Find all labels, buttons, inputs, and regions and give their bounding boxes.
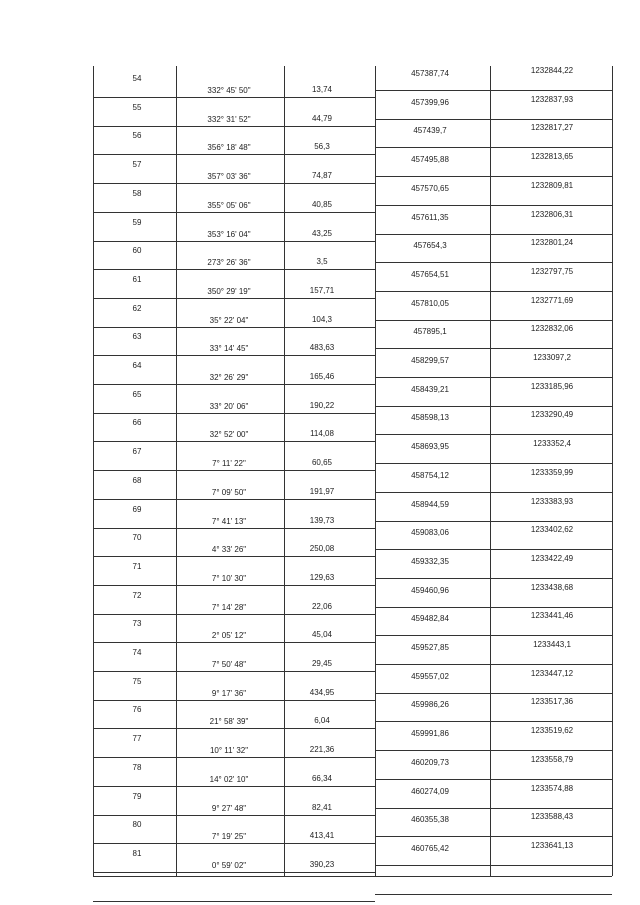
point-number: 78: [132, 762, 142, 772]
row-divider: [93, 585, 375, 586]
y-coordinate: 1233641,13: [530, 840, 574, 850]
row-divider: [93, 413, 375, 414]
column-border: [490, 66, 491, 876]
y-coordinate: 1233519,62: [530, 726, 574, 736]
bearing-value: 7° 19' 25": [211, 832, 247, 842]
y-coordinate: 1232844,22: [530, 66, 574, 75]
distance-value: 139,73: [309, 515, 335, 525]
bearing-value: 357° 03' 36": [207, 172, 251, 182]
y-coordinate: 1233574,88: [530, 783, 574, 793]
bearing-value: 35° 22' 04": [209, 315, 249, 325]
point-number: 63: [132, 332, 142, 342]
point-number: 69: [132, 504, 142, 514]
row-divider: [93, 671, 375, 672]
distance-value: 45,04: [311, 630, 333, 640]
distance-value: 44,79: [311, 113, 333, 123]
point-number: 61: [132, 274, 142, 284]
y-coordinate: 1233443,1: [533, 640, 571, 649]
distance-value: 413,41: [309, 831, 335, 841]
distance-value: 66,34: [311, 773, 333, 783]
row-divider: [93, 728, 375, 729]
point-number: 80: [132, 820, 142, 830]
distance-value: 390,23: [309, 859, 335, 869]
point-number: 66: [132, 418, 142, 428]
x-coordinate: 457439,7: [413, 126, 447, 136]
distance-value: 60,65: [311, 458, 333, 468]
row-divider: [93, 499, 375, 500]
point-number: 62: [132, 303, 142, 313]
x-coordinate: 459557,02: [411, 671, 449, 681]
bearing-value: 332° 45' 50": [207, 86, 251, 95]
row-divider: [375, 721, 612, 722]
point-number: 65: [132, 389, 142, 399]
y-coordinate: 1232797,75: [530, 266, 574, 276]
x-coordinate: 457387,74: [411, 69, 449, 78]
row-divider: [375, 463, 612, 464]
point-number: 72: [132, 590, 142, 600]
row-divider: [93, 154, 375, 155]
point-number: 64: [132, 361, 142, 370]
distance-value: 6,04: [314, 716, 330, 726]
row-divider: [375, 549, 612, 550]
point-number: 57: [132, 160, 142, 170]
point-number: 55: [132, 102, 142, 112]
y-coordinate: 1232817,27: [530, 123, 574, 133]
x-coordinate: 460274,09: [411, 786, 449, 796]
row-divider: [375, 434, 612, 435]
distance-value: 434,95: [309, 687, 335, 697]
y-coordinate: 1233185,96: [530, 381, 574, 391]
x-coordinate: 457570,65: [411, 183, 449, 193]
row-divider: [375, 119, 612, 120]
table-bottom-border: [93, 876, 612, 877]
x-coordinate: 459991,86: [411, 729, 449, 739]
y-coordinate: 1233441,46: [530, 611, 574, 621]
row-divider: [93, 528, 375, 529]
row-divider: [93, 97, 375, 98]
point-number: 76: [132, 705, 142, 715]
row-divider: [93, 126, 375, 127]
row-divider: [375, 635, 612, 636]
point-number: 77: [132, 734, 142, 744]
row-divider: [375, 808, 612, 809]
row-divider: [375, 894, 612, 895]
y-coordinate: 1233402,62: [530, 525, 574, 535]
bearing-value: 353° 16' 04": [207, 229, 251, 239]
distance-value: 157,71: [309, 285, 335, 295]
point-number: 58: [132, 188, 142, 198]
bearing-value: 9° 27' 48": [211, 803, 247, 813]
y-coordinate: 1233383,93: [530, 496, 574, 506]
x-coordinate: 459460,96: [411, 585, 449, 595]
bearing-value: 32° 26' 29": [209, 373, 249, 382]
row-divider: [375, 865, 612, 866]
point-number: 74: [132, 648, 142, 657]
y-coordinate: 1232809,81: [530, 180, 574, 190]
y-coordinate: 1233097,2: [533, 353, 571, 362]
row-divider: [93, 815, 375, 816]
row-divider: [375, 693, 612, 694]
row-divider: [93, 441, 375, 442]
row-divider: [93, 298, 375, 299]
point-number: 73: [132, 619, 142, 629]
distance-value: 129,63: [309, 572, 335, 582]
x-coordinate: 460209,73: [411, 757, 449, 767]
x-coordinate: 459482,84: [411, 614, 449, 624]
x-coordinate: 458598,13: [411, 413, 449, 423]
row-divider: [375, 348, 612, 349]
bearing-value: 33° 20' 06": [209, 401, 249, 411]
bearing-value: 21° 58' 39": [209, 717, 249, 727]
row-divider: [93, 614, 375, 615]
y-coordinate: 1232806,31: [530, 209, 574, 219]
row-divider: [375, 521, 612, 522]
row-divider: [93, 241, 375, 242]
distance-value: 82,41: [311, 802, 333, 812]
row-divider: [93, 757, 375, 758]
distance-value: 250,08: [309, 544, 335, 554]
bearing-value: 2° 05' 12": [211, 631, 247, 641]
bearing-value: 9° 17' 36": [211, 688, 247, 698]
distance-value: 3,5: [316, 257, 328, 267]
bearing-value: 7° 09' 50": [211, 487, 247, 497]
x-coordinate: 457654,3: [413, 241, 447, 251]
point-number: 60: [132, 246, 142, 256]
y-coordinate: 1232771,69: [530, 295, 574, 305]
x-coordinate: 459332,35: [411, 556, 449, 566]
row-divider: [93, 901, 375, 902]
x-coordinate: 458754,12: [411, 470, 449, 480]
y-coordinate: 1233359,99: [530, 467, 574, 477]
bearing-value: 4° 33' 26": [211, 545, 247, 555]
row-divider: [375, 664, 612, 665]
row-divider: [375, 90, 612, 91]
y-coordinate: 1233517,36: [530, 697, 574, 707]
x-coordinate: 459986,26: [411, 700, 449, 710]
x-coordinate: 458439,21: [411, 384, 449, 394]
bearing-value: 273° 26' 36": [207, 258, 251, 268]
row-divider: [375, 492, 612, 493]
row-divider: [375, 607, 612, 608]
distance-value: 29,45: [311, 659, 333, 668]
y-coordinate: 1232832,06: [530, 324, 574, 334]
distance-value: 114,08: [310, 429, 334, 439]
point-number: 75: [132, 676, 142, 686]
bearing-value: 355° 05' 06": [207, 200, 251, 210]
y-coordinate: 1233558,79: [530, 754, 574, 764]
bearing-value: 32° 52' 00": [209, 430, 249, 440]
y-coordinate: 1233422,49: [530, 553, 574, 563]
bearing-value: 33° 14' 45": [209, 344, 249, 354]
bearing-value: 14° 02' 10": [209, 774, 249, 784]
bearing-value: 10° 11' 32": [209, 746, 249, 756]
distance-value: 43,25: [311, 228, 333, 238]
row-divider: [93, 269, 375, 270]
y-coordinate: 1232837,93: [530, 94, 574, 104]
row-divider: [375, 262, 612, 263]
x-coordinate: 460355,38: [411, 815, 449, 825]
distance-value: 40,85: [311, 199, 333, 209]
row-divider: [93, 384, 375, 385]
x-coordinate: 459083,06: [411, 528, 449, 538]
row-divider: [93, 355, 375, 356]
y-coordinate: 1233447,12: [530, 668, 574, 678]
row-divider: [375, 291, 612, 292]
row-divider: [375, 578, 612, 579]
row-divider: [93, 470, 375, 471]
row-divider: [93, 327, 375, 328]
row-divider: [375, 406, 612, 407]
x-coordinate: 457495,88: [411, 155, 449, 165]
distance-value: 483,63: [309, 343, 335, 353]
row-divider: [375, 176, 612, 177]
row-divider: [375, 320, 612, 321]
point-number: 68: [132, 475, 142, 485]
bearing-value: 7° 14' 28": [211, 602, 247, 612]
point-number: 67: [132, 447, 142, 457]
x-coordinate: 458944,59: [411, 499, 449, 509]
y-coordinate: 1233290,49: [530, 410, 574, 420]
bearing-value: 7° 50' 48": [211, 660, 247, 669]
point-number: 59: [132, 217, 142, 227]
row-divider: [375, 750, 612, 751]
distance-value: 190,22: [309, 400, 335, 410]
row-divider: [375, 377, 612, 378]
distance-value: 74,87: [311, 171, 333, 181]
x-coordinate: 457611,35: [411, 212, 449, 222]
x-coordinate: 460765,42: [411, 843, 449, 853]
point-number: 56: [132, 131, 142, 141]
row-divider: [93, 786, 375, 787]
bearing-value: 332° 31' 52": [207, 114, 251, 124]
x-coordinate: 458299,57: [411, 356, 449, 365]
distance-value: 56,3: [314, 142, 330, 152]
y-coordinate: 1233588,43: [530, 812, 574, 822]
bearing-value: 356° 18' 48": [207, 143, 251, 153]
x-coordinate: 457399,96: [411, 97, 449, 107]
row-divider: [93, 556, 375, 557]
row-divider: [93, 843, 375, 844]
distance-value: 22,06: [311, 601, 333, 611]
y-coordinate: 1233352,4: [533, 439, 571, 449]
bearing-value: 7° 10' 30": [211, 573, 247, 583]
distance-value: 13,74: [311, 85, 333, 94]
x-coordinate: 458693,95: [411, 442, 449, 452]
y-coordinate: 1232813,65: [530, 152, 574, 162]
y-coordinate: 1233438,68: [530, 582, 574, 592]
point-number: 70: [132, 533, 142, 543]
row-divider: [93, 642, 375, 643]
bearing-value: 0° 59' 02": [211, 860, 247, 870]
row-divider: [93, 700, 375, 701]
row-divider: [375, 779, 612, 780]
distance-value: 221,36: [309, 745, 335, 755]
row-divider: [93, 212, 375, 213]
bearing-value: 7° 11' 22": [212, 459, 246, 469]
row-divider: [375, 147, 612, 148]
x-coordinate: 457654,51: [411, 269, 449, 279]
bearing-value: 350° 29' 19": [207, 286, 251, 296]
row-divider: [93, 872, 375, 873]
row-divider: [93, 183, 375, 184]
distance-value: 191,97: [309, 486, 335, 496]
distance-value: 165,46: [309, 372, 335, 381]
point-number: 71: [132, 561, 142, 571]
x-coordinate: 459527,85: [411, 643, 449, 652]
distance-value: 104,3: [311, 314, 333, 324]
y-coordinate: 1232801,24: [530, 238, 574, 248]
bearing-value: 7° 41' 13": [211, 516, 247, 526]
x-coordinate: 457810,05: [411, 298, 449, 308]
x-coordinate: 457895,1: [413, 327, 447, 337]
column-border: [612, 66, 613, 876]
point-number: 79: [132, 791, 142, 801]
row-divider: [375, 836, 612, 837]
column-border: [375, 66, 376, 876]
row-divider: [375, 234, 612, 235]
point-number: 54: [132, 74, 142, 83]
point-number: 81: [132, 848, 142, 858]
row-divider: [375, 205, 612, 206]
